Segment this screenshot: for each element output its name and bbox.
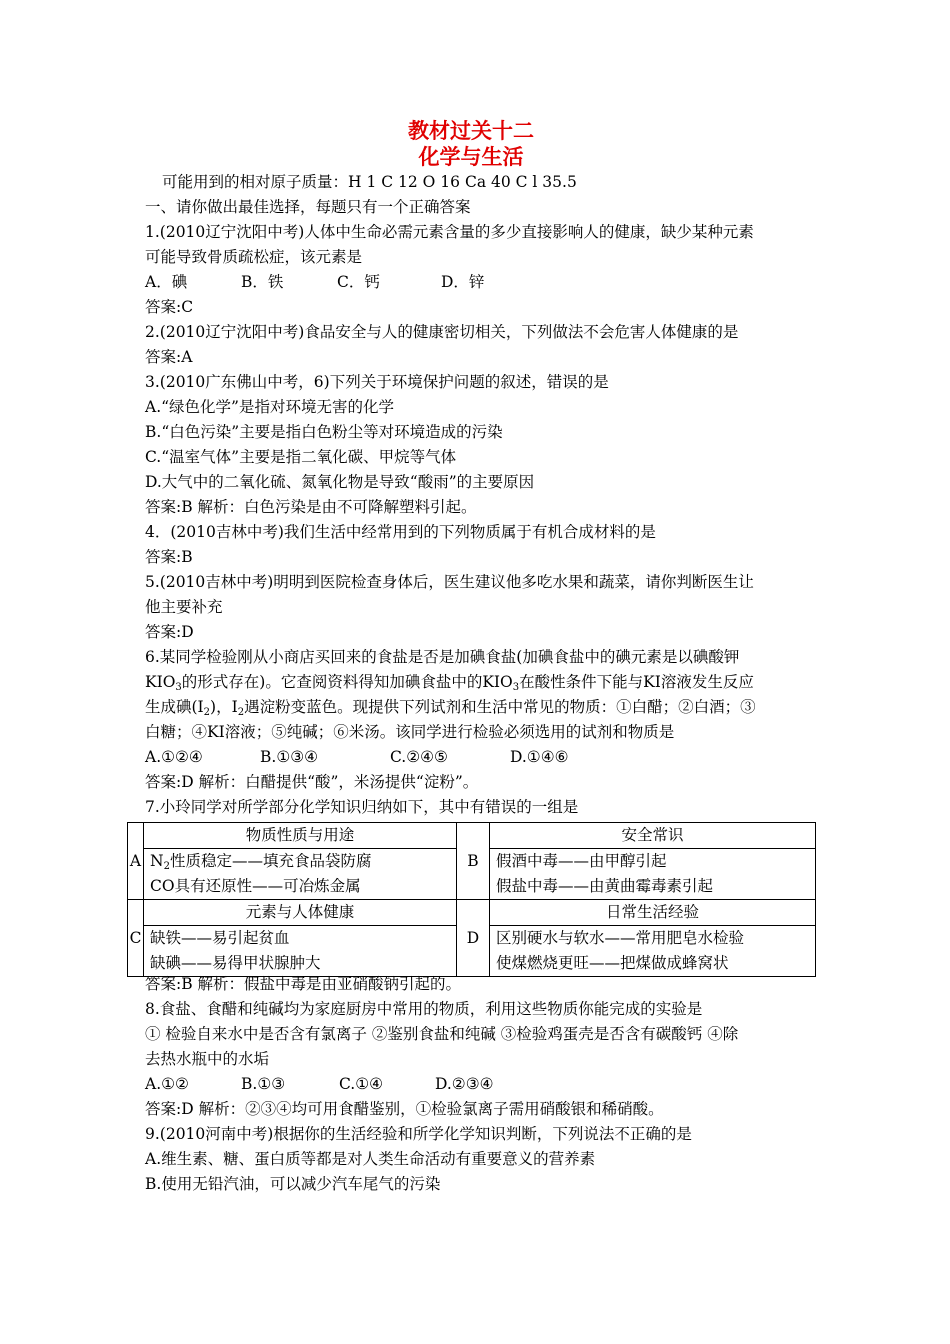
q6-option-a: A.①②④ [145, 748, 203, 766]
q5-line2: 他主要补充 [145, 598, 223, 616]
atomic-masses: 可能用到的相对原子质量：H 1 C 12 O 16 Ca 40 C l 35.5 [162, 173, 577, 191]
q6-options [145, 745, 817, 770]
q3-option-c: C.“温室气体”主要是指二氧化碳、甲烷等气体 [145, 448, 457, 466]
q2-text: 2.(2010辽宁沈阳中考)食品安全与人的健康密切相关，下列做法不会危害人体健康的是 [145, 323, 739, 341]
q3-text: 3.(2010广东佛山中考，6)下列关于环境保护问题的叙述，错误的是 [145, 373, 609, 391]
q8-option-a: A.①② [145, 1075, 189, 1093]
q1-options [145, 270, 817, 295]
cell-a-body: $N_2$性质稳定——填充食品袋防腐 CO具有还原性——可冶炼金属 [144, 849, 457, 900]
row-letter-a: A [128, 823, 144, 900]
q1-answer: 答案:C [145, 298, 194, 316]
cell-b-head: 安全常识 [490, 823, 816, 849]
q8-line3: 去热水瓶中的水垢 [145, 1050, 270, 1068]
q9-option-a: A.维生素、糖、蛋白质等都是对人类生命活动有重要意义的营养素 [145, 1150, 596, 1168]
q7-answer: 答案:B 解析：假盐中毒是由亚硝酸钠引起的。 [145, 975, 462, 993]
q6-option-c: C.②④⑤ [390, 748, 448, 766]
cell-d-body: 区别硬水与软水——常用肥皂水检验 使煤燃烧更旺——把煤做成蜂窝状 [490, 926, 816, 977]
q4-text: 4．(2010吉林中考)我们生活中经常用到的下列物质属于有机合成材料的是 [145, 523, 656, 541]
q6-line3: 生成碘$(I_2)$，$I_2$遇淀粉变蓝色。现提供下列试剂和生活中常见的物质：①白醋；②白酒；③ [145, 698, 756, 718]
row-letter-c: C [128, 900, 144, 977]
q6-option-b: B.①③④ [260, 748, 319, 766]
q7-text: 7.小玲同学对所学部分化学知识归纳如下，其中有错误的一组是 [145, 798, 579, 816]
q1-line1: 1.(2010辽宁沈阳中考)人体中生命必需元素含量的多少直接影响人的健康，缺少某种元素 [145, 223, 754, 241]
cell-c-body: 缺铁——易引起贫血 缺碘——易得甲状腺肿大 [144, 926, 457, 977]
q6-line2: $KIO_3$的形式存在)。它查阅资料得知加碘食盐中的$KIO_3$在酸性条件下能与KI溶液发生反应 [145, 673, 754, 693]
q9-option-b: B.使用无铅汽油，可以减少汽车尾气的污染 [145, 1175, 441, 1193]
cell-c-head: 元素与人体健康 [144, 900, 457, 926]
title-main: 教材过关十二 [408, 118, 534, 143]
q9-text: 9.(2010河南中考)根据你的生活经验和所学化学知识判断，下列说法不正确的是 [145, 1125, 692, 1143]
q6-option-d: D.①④⑥ [510, 748, 569, 766]
q1-option-c: C．钙 [337, 273, 380, 291]
q8-answer: 答案:D 解析：②③④均可用食醋鉴别，①检验氯离子需用硝酸银和稀硝酸。 [145, 1100, 664, 1118]
document-body-continued [145, 972, 817, 1197]
q8-option-b: B.①③ [241, 1075, 286, 1093]
q3-option-b: B.“白色污染”主要是指白色粉尘等对环境造成的污染 [145, 423, 503, 441]
q1-option-b: B．铁 [241, 273, 284, 291]
cell-a-head: 物质性质与用途 [144, 823, 457, 849]
title-sub: 化学与生活 [418, 144, 524, 169]
q8-option-c: C.①④ [339, 1075, 384, 1093]
q8-line2: ① 检验自来水中是否含有氯离子 ②鉴别食盐和纯碱 ③检验鸡蛋壳是否含有碳酸钙 ④除 [145, 1025, 739, 1043]
q6-line4: 白糖；④KI溶液；⑤纯碱；⑥米汤。该同学进行检验必须选用的试剂和物质是 [145, 723, 675, 741]
q5-answer: 答案:D [145, 623, 194, 641]
q3-option-a: A.“绿色化学”是指对环境无害的化学 [145, 398, 394, 416]
q8-text: 8.食盐、食醋和纯碱均为家庭厨房中常用的物质，利用这些物质你能完成的实验是 [145, 1000, 703, 1018]
q3-answer: 答案:B 解析：白色污染是由不可降解塑料引起。 [145, 498, 477, 516]
q1-option-a: A．碘 [145, 273, 188, 291]
q1-option-d: D．锌 [441, 273, 485, 291]
q3-option-d: D.大气中的二氧化硫、氮氧化物是导致“酸雨”的主要原因 [145, 473, 535, 491]
q6-line1: 6.某同学检验刚从小商店买回来的食盐是否是加碘食盐(加碘食盐中的碘元素是以碘酸钾 [145, 648, 740, 666]
q1-line2: 可能导致骨质疏松症，该元素是 [145, 248, 363, 266]
row-letter-d: D [457, 900, 490, 977]
q4-answer: 答案:B [145, 548, 193, 566]
cell-d-head: 日常生活经验 [490, 900, 816, 926]
q8-options [145, 1072, 817, 1097]
q8-option-d: D.②③④ [435, 1075, 494, 1093]
q6-answer: 答案:D 解析：白醋提供“酸”，米汤提供“淀粉”。 [145, 773, 479, 791]
q7-table [127, 822, 816, 977]
section-heading: 一、请你做出最佳选择，每题只有一个正确答案 [145, 198, 471, 216]
document-body [145, 118, 817, 820]
q2-answer: 答案:A [145, 348, 193, 366]
row-letter-b: B [457, 823, 490, 900]
cell-b-body: 假酒中毒——由甲醇引起 假盐中毒——由黄曲霉毒素引起 [490, 849, 816, 900]
q5-line1: 5.(2010吉林中考)明明到医院检查身体后，医生建议他多吃水果和蔬菜，请你判断医生让 [145, 573, 754, 591]
